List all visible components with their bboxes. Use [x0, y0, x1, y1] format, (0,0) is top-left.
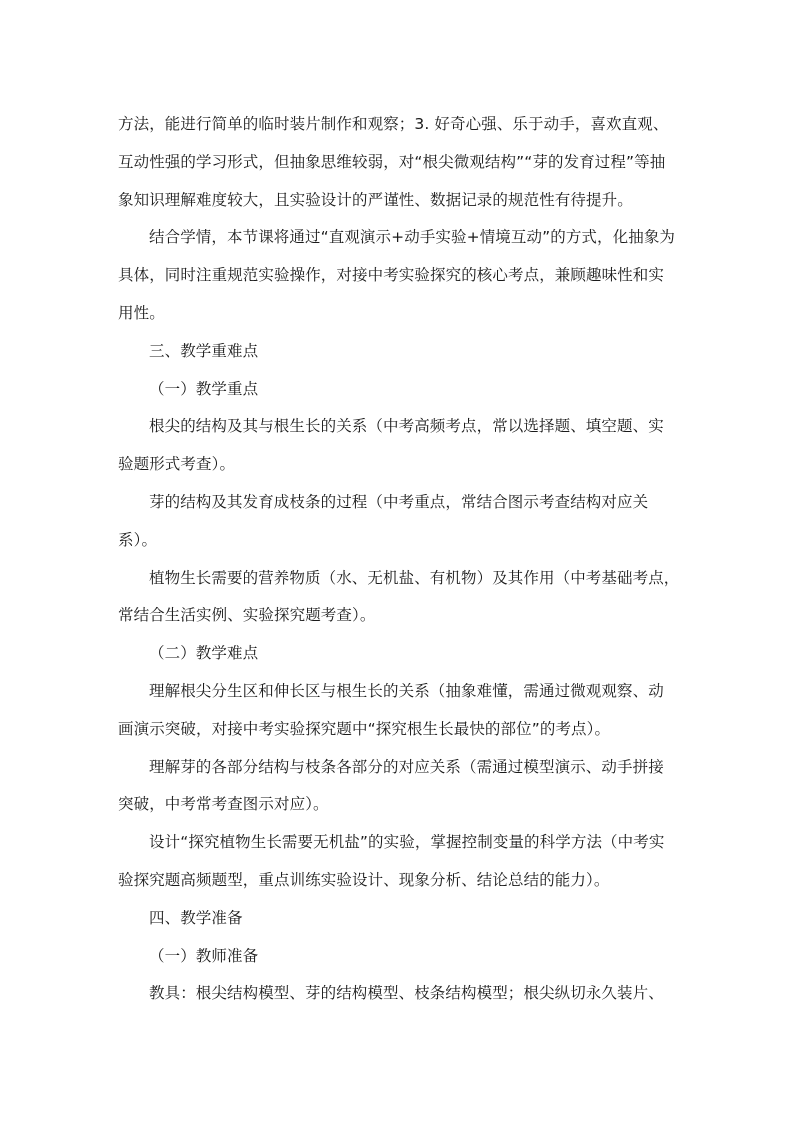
- text-line: 方法，能进行简单的临时装片制作和观察；3. 好奇心强、乐于动手，喜欢直观、: [118, 115, 669, 133]
- paragraph: [118, 560, 680, 636]
- text-line: 系）。: [118, 530, 158, 549]
- text-line: 植物生长需要的营养物质（水、无机盐、有机物）及其作用（中考基础考点，: [149, 568, 680, 587]
- document-page: [118, 106, 680, 1013]
- text-line: 教具：根尖结构模型、芽的结构模型、枝条结构模型；根尖纵切永久装片、: [149, 984, 664, 1003]
- paragraph: [118, 975, 680, 1013]
- text-line: 验探究题高频题型，重点训练实验设计、现象分析、结论总结的能力）。: [118, 870, 610, 889]
- text-line: 理解芽的各部分结构与枝条各部分的对应关系（需通过模型演示、动手拼接: [149, 757, 664, 776]
- paragraph: [118, 219, 680, 332]
- paragraph: [118, 408, 680, 484]
- text-line: 象知识理解难度较大，且实验设计的严谨性、数据记录的规范性有待提升。: [118, 190, 633, 209]
- text-line: 验题形式考查）。: [118, 455, 236, 474]
- paragraph: [118, 484, 680, 560]
- text-line: 芽的结构及其发育成枝条的过程（中考重点，常结合图示考查结构对应关: [149, 492, 649, 511]
- text-line: （二）教学难点: [149, 644, 259, 663]
- text-line: 画演示突破，对接中考实验探究题中“探究根生长最快的部位”的考点）。: [118, 719, 611, 738]
- paragraph: [118, 635, 680, 673]
- paragraph: [118, 673, 680, 749]
- text-line: 突破，中考常考查图示对应）。: [118, 795, 329, 814]
- paragraph: [118, 106, 680, 219]
- text-line: 结合学情，本节课将通过“直观演示+动手实验+情境互动”的方式，化抽象为: [149, 228, 676, 247]
- text-line: 用性。: [118, 303, 165, 322]
- text-line: （一）教学重点: [149, 379, 259, 398]
- text-line: 理解根尖分生区和伸长区与根生长的关系（抽象难懂，需通过微观观察、动: [149, 681, 664, 700]
- text-line: 三、教学重难点: [149, 341, 259, 360]
- text-line: （一）教师准备: [149, 946, 259, 965]
- text-line: 设计“探究植物生长需要无机盐”的实验，掌握控制变量的科学方法（中考实: [149, 833, 665, 852]
- paragraph: [118, 749, 680, 825]
- paragraph: [118, 900, 680, 938]
- paragraph: [118, 824, 680, 900]
- paragraph: [118, 938, 680, 976]
- text-line: 互动性强的学习形式，但抽象思维较弱，对“根尖微观结构”“芽的发育过程”等抽: [118, 152, 666, 171]
- paragraph: [118, 371, 680, 409]
- text-line: 具体，同时注重规范实验操作，对接中考实验探究的核心考点，兼顾趣味性和实: [118, 266, 665, 285]
- paragraph: [118, 333, 680, 371]
- text-line: 根尖的结构及其与根生长的关系（中考高频考点，常以选择题、填空题、实: [149, 417, 664, 436]
- text-line: 常结合生活实例、实验探究题考查）。: [118, 606, 376, 625]
- text-line: 四、教学准备: [149, 908, 243, 927]
